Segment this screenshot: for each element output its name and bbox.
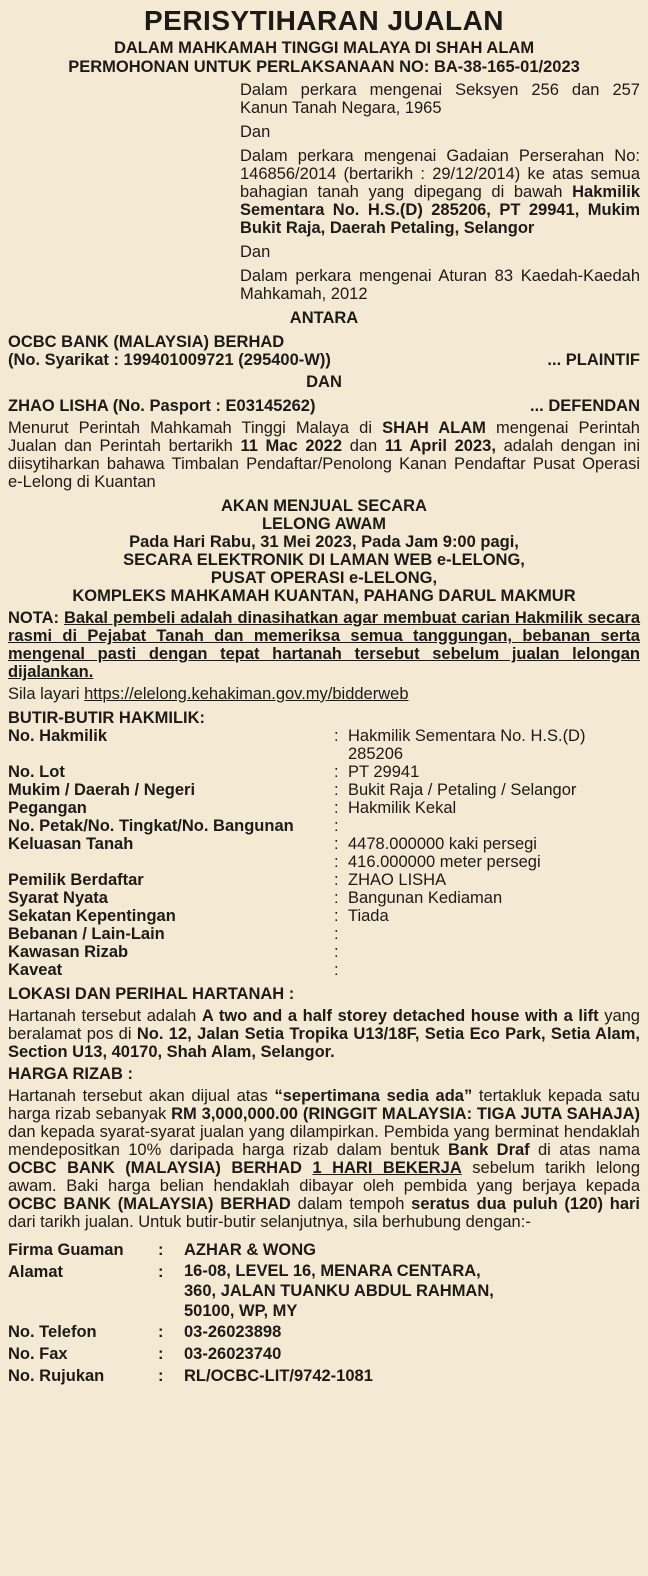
- location-text-2: yang beralamat pos di: [8, 1007, 640, 1043]
- reserve-text-1: Hartanah tersebut akan dijual atas: [8, 1087, 275, 1105]
- sale-line-5: PUSAT OPERASI e-LELONG,: [210, 569, 438, 587]
- sale-line-1: AKAN MENJUAL SECARA: [221, 497, 427, 515]
- elelong-link[interactable]: https://elelong.kehakiman.gov.my/bidderweb: [84, 685, 409, 703]
- row-value: [348, 817, 640, 835]
- row-label: Pegangan: [8, 799, 87, 817]
- row-colon: :: [334, 907, 339, 925]
- row-label: No. Lot: [8, 763, 65, 781]
- order-text-2: mengenai Perintah Jualan dan Perintah bertarikh: [8, 419, 640, 455]
- order-text-3: dan: [342, 437, 385, 455]
- location-paragraph: [8, 1007, 640, 1061]
- row-label: Pemilik Berdaftar: [8, 871, 144, 889]
- page-title: PERISYTIHARAN JUALAN: [143, 5, 505, 36]
- sale-line-2: LELONG AWAM: [261, 515, 387, 533]
- reserve-payee: OCBC BANK (MALAYSIA) BERHAD: [8, 1159, 302, 1177]
- matter-2-text: Dalam perkara mengenai Gadaian Perserahan No: 146856/2014 (bertarikh : 29/12/2014) ke atas semua bahagian tanah yang dipegang di bawah: [240, 147, 640, 201]
- row-colon: :: [334, 853, 339, 871]
- nota-label: NOTA:: [8, 609, 60, 627]
- firm-value: AZHAR & WONG: [184, 1241, 316, 1259]
- matter-1: Dalam perkara mengenai Seksyen 256 dan 257 Kanun Tanah Negara, 1965: [240, 81, 640, 117]
- sale-line-4: SECARA ELEKTRONIK DI LAMAN WEB e-LELONG,: [123, 551, 525, 569]
- row-colon: :: [334, 943, 339, 961]
- order-paragraph: [8, 419, 640, 491]
- row-value: Bukit Raja / Petaling / Selangor: [348, 781, 577, 799]
- plaintiff-reg: (No. Syarikat : 199401009721 (295400-W)): [8, 351, 331, 369]
- plaintiff-role: ... PLAINTIF: [547, 351, 640, 369]
- title-details-table: [8, 727, 640, 979]
- order-text-4: adalah dengan ini diisytiharkan bahawa Timbalan Pendaftar/Penolong Kanan Pendaftar Pusat Operasi e-Lelong di Kuantan: [8, 437, 641, 491]
- reserve-text-7: dari tarikh jualan. Untuk butir-butir selanjutnya, sila berhubung dengan:-: [8, 1213, 531, 1231]
- matters-block: [240, 81, 640, 303]
- row-colon: :: [334, 781, 339, 799]
- reserve-text-2: tertakluk kepada satu harga rizab sebanyak: [8, 1087, 640, 1123]
- visit-line: [8, 685, 640, 703]
- court-line: DALAM MAHKAMAH TINGGI MALAYA DI SHAH ALAM: [113, 39, 535, 57]
- row-value: ZHAO LISHA: [348, 871, 447, 889]
- row-colon: :: [334, 871, 339, 889]
- order-court: SHAH ALAM: [382, 419, 486, 437]
- reserve-text-3: dan kepada syarat-syarat jualan yang dilampirkan. Pembida yang berminat hendaklah mendepositkan 10% daripada harga rizab dalam bentuk: [8, 1123, 640, 1159]
- address-line: 50100, WP, MY: [184, 1302, 298, 1320]
- row-colon: :: [334, 925, 339, 943]
- and-label: DAN: [306, 373, 342, 391]
- row-value: Bangunan Kediaman: [348, 889, 503, 907]
- row-colon: :: [334, 727, 339, 745]
- row-label: Keluasan Tanah: [8, 835, 134, 853]
- row-value-line: 285206: [348, 745, 404, 763]
- row-colon: :: [158, 1241, 164, 1259]
- matter-3: Dalam perkara mengenai Aturan 83 Kaedah-Kaedah Mahkamah, 2012: [240, 267, 640, 303]
- row-value: [348, 925, 640, 943]
- row-value: PT 29941: [348, 763, 420, 781]
- row-value: [348, 961, 640, 979]
- plaintiff-name: OCBC BANK (MALAYSIA) BERHAD: [8, 333, 285, 351]
- row-label: Sekatan Kepentingan: [8, 907, 176, 925]
- row-colon: :: [334, 835, 339, 853]
- reserve-as-is: “sepertimana sedia ada”: [274, 1087, 473, 1105]
- firm-label: Firma Guaman: [8, 1241, 124, 1259]
- phone-label: No. Telefon: [8, 1323, 97, 1341]
- order-date-1: 11 Mac 2022: [240, 437, 343, 455]
- matter-2: [240, 147, 640, 237]
- plaintiff-row: [8, 351, 640, 369]
- row-label: Syarat Nyata: [8, 889, 108, 907]
- reserve-payee-2: OCBC BANK (MALAYSIA) BERHAD: [8, 1195, 291, 1213]
- address-value: [184, 1261, 640, 1321]
- row-value-line: Hakmilik Sementara No. H.S.(D): [348, 727, 586, 745]
- row-label: [8, 853, 330, 871]
- title-details-heading: BUTIR-BUTIR HAKMILIK:: [8, 709, 206, 727]
- row-label: No. Petak/No. Tingkat/No. Bangunan: [8, 817, 294, 835]
- fax-value: 03-26023740: [184, 1345, 282, 1363]
- application-line: PERMOHONAN UNTUK PERLAKSANAAN NO: BA-38-165-01/2023: [68, 58, 580, 76]
- row-colon: :: [334, 799, 339, 817]
- visit-text: Sila layari: [8, 685, 85, 703]
- reference-label: No. Rujukan: [8, 1367, 105, 1385]
- matter-2-title: Hakmilik Sementara No. H.S.(D) 285206, PT 29941, Mukim Bukit Raja, Daerah Petaling, Selangor: [240, 183, 640, 237]
- reserve-paragraph: [8, 1087, 640, 1231]
- row-value: Tiada: [348, 907, 389, 925]
- row-value: 416.000000 meter persegi: [348, 853, 541, 871]
- location-address: No. 12, Jalan Setia Tropika U13/18F, Setia Eco Park, Setia Alam, Section U13, 40170, Shah Alam, Selangor.: [8, 1025, 640, 1061]
- lawyer-contact-table: [8, 1239, 640, 1387]
- row-value: 4478.000000 kaki persegi: [348, 835, 537, 853]
- address-line: 16-08, LEVEL 16, MENARA CENTARA,: [184, 1262, 481, 1280]
- row-colon: :: [158, 1323, 164, 1341]
- row-label: Kaveat: [8, 961, 63, 979]
- reserve-price: RM 3,000,000.00 (RINGGIT MALAYSIA: TIGA JUTA SAHAJA): [171, 1105, 640, 1123]
- row-colon: :: [334, 889, 339, 907]
- row-value: Hakmilik Kekal: [348, 799, 457, 817]
- location-heading: LOKASI DAN PERIHAL HARTANAH :: [8, 985, 295, 1003]
- address-line: 360, JALAN TUANKU ABDUL RAHMAN,: [184, 1282, 494, 1300]
- row-colon: :: [158, 1263, 164, 1281]
- row-colon: :: [334, 763, 339, 781]
- location-text-1: Hartanah tersebut adalah: [8, 1007, 202, 1025]
- sale-block: [8, 497, 640, 605]
- nota-text: Bakal pembeli adalah dinasihatkan agar membuat carian Hakmilik secara rasmi di Pejabat Tanah dan memeriksa semua tanggungan, bebanan serta mengenal pasti dengan tepat hartanah tersebut sebelum jualan lelongan dijalankan.: [8, 609, 640, 681]
- row-label: Kawasan Rizab: [8, 943, 129, 961]
- sale-line-6: KOMPLEKS MAHKAMAH KUANTAN, PAHANG DARUL MAKMUR: [72, 587, 576, 605]
- row-colon: :: [334, 817, 339, 835]
- and-2: Dan: [240, 243, 271, 261]
- defendant-role: ... DEFENDAN: [529, 397, 640, 415]
- sale-line-3: Pada Hari Rabu, 31 Mei 2023, Pada Jam 9:00 pagi,: [129, 533, 519, 551]
- row-colon: :: [158, 1345, 164, 1363]
- defendant-name: ZHAO LISHA (No. Pasport : E03145262): [8, 397, 316, 415]
- order-text-1: Menurut Perintah Mahkamah Tinggi Malaya di: [8, 419, 383, 437]
- reserve-text-5: sebelum tarikh lelong awam. Baki harga belian hendaklah dibayar oleh pembida yang berjaya kepada: [8, 1159, 640, 1195]
- and-1: Dan: [240, 123, 271, 141]
- row-value: [348, 727, 640, 763]
- row-value: [348, 943, 640, 961]
- row-label: Bebanan / Lain-Lain: [8, 925, 165, 943]
- row-label: No. Hakmilik: [8, 727, 108, 745]
- between-label: ANTARA: [289, 309, 359, 327]
- row-colon: :: [334, 961, 339, 979]
- reserve-period: seratus dua puluh (120) hari: [411, 1195, 640, 1213]
- defendant-row: [8, 397, 640, 415]
- location-property: A two and a half storey detached house with a lift: [201, 1007, 599, 1025]
- row-colon: :: [158, 1367, 164, 1385]
- address-label: Alamat: [8, 1263, 64, 1281]
- order-date-2: 11 April 2023,: [384, 437, 496, 455]
- reserve-bank-draft: Bank Draf: [447, 1141, 530, 1159]
- reference-value: RL/OCBC-LIT/9742-1081: [184, 1367, 373, 1385]
- reserve-working-day: 1 HARI BEKERJA: [312, 1159, 462, 1177]
- nota-block: [8, 609, 640, 681]
- reserve-text-4: di atas nama: [529, 1141, 640, 1159]
- reserve-text-6: dalam tempoh: [290, 1195, 412, 1213]
- reserve-heading: HARGA RIZAB :: [8, 1065, 133, 1083]
- fax-label: No. Fax: [8, 1345, 68, 1363]
- row-label: Mukim / Daerah / Negeri: [8, 781, 196, 799]
- phone-value: 03-26023898: [184, 1323, 282, 1341]
